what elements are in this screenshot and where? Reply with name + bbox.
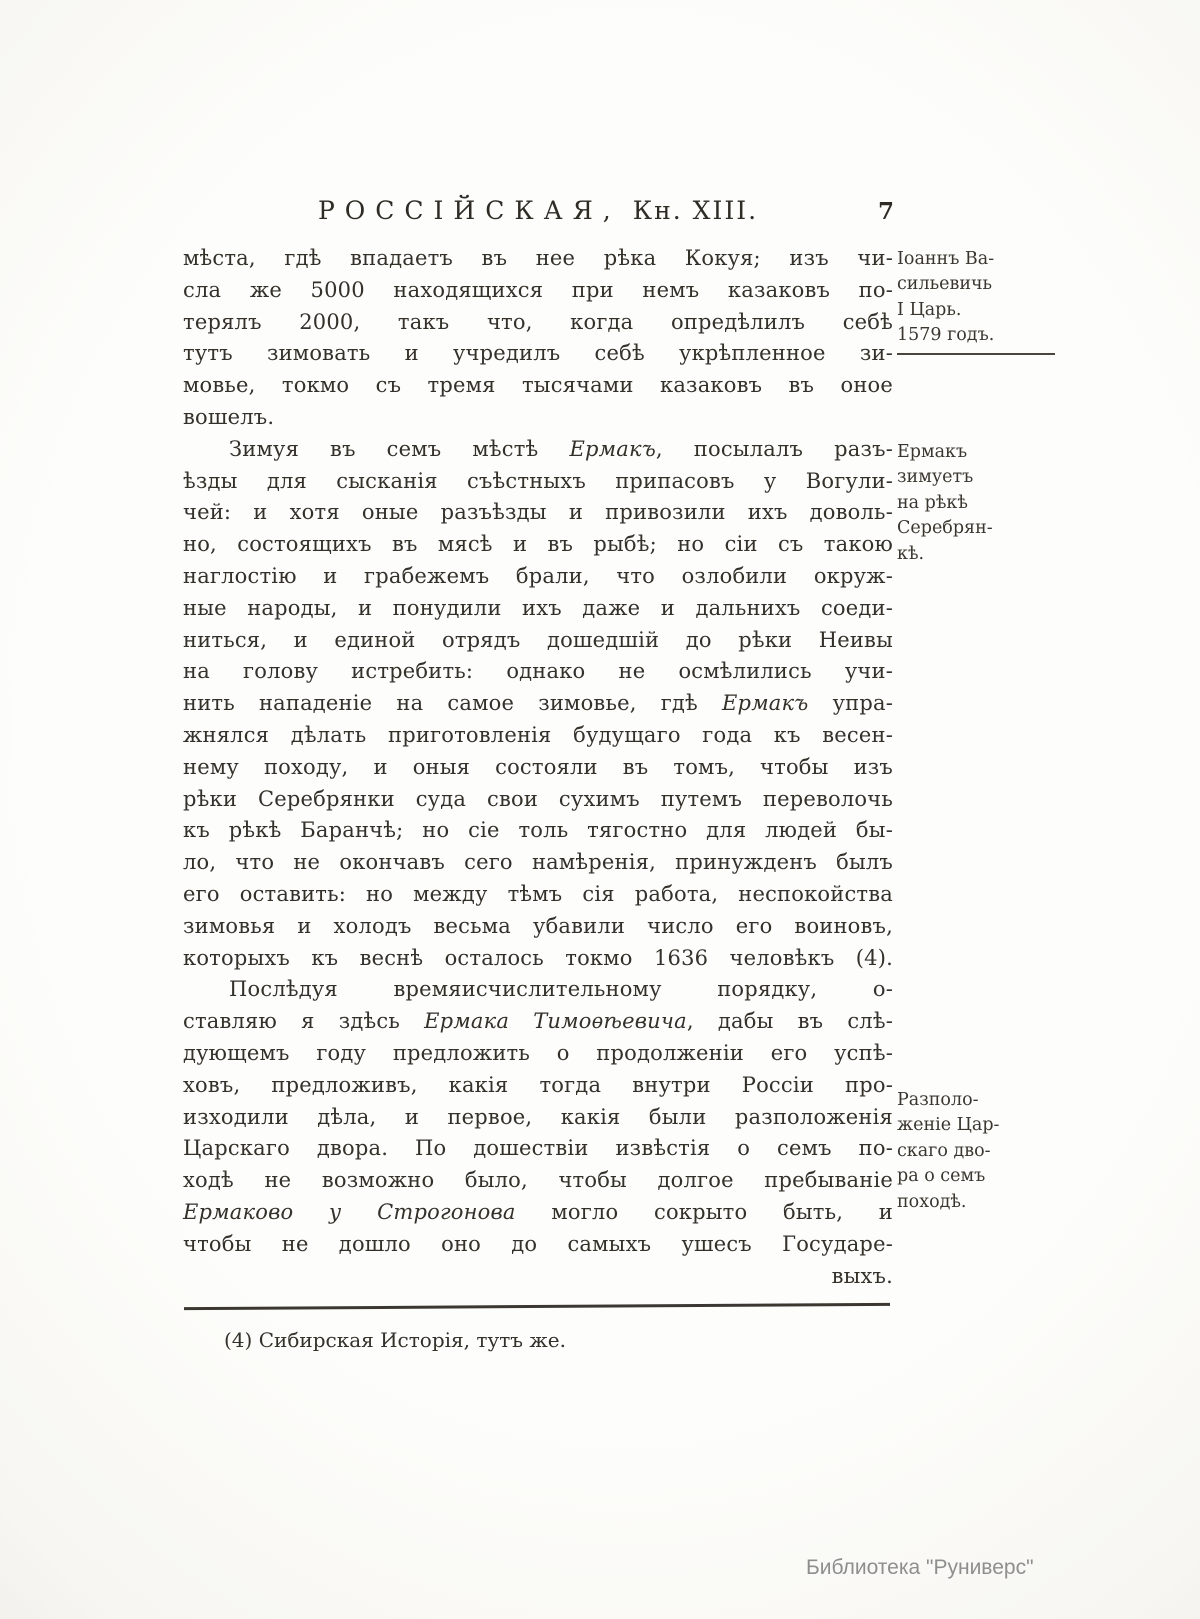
margin-note-line: походѣ. xyxy=(897,1191,967,1212)
margin-note-line: Ермакъ xyxy=(897,442,968,462)
text-line: ниться, и единой отрядъ дошедшій до рѣки Неивы xyxy=(183,627,893,652)
emphasis-name: Ермака Тимоѳѣевича xyxy=(424,1009,687,1034)
text-line: мовье, токмо съ тремя тысячами казаковъ въ оное xyxy=(183,373,893,398)
text-line: къ рѣкѣ Баранчѣ; но сіе толь тягостно для людей бы- xyxy=(183,818,893,843)
text-line: его оставить: но между тѣмъ сія работа, неспокойства xyxy=(183,881,893,906)
margin-rule xyxy=(897,353,1055,355)
library-watermark: Библиотека "Руниверс" xyxy=(806,1556,1034,1579)
text-line: чтобы не дошло оно до самыхъ ушесъ Государе- xyxy=(183,1231,893,1256)
text-line: жнялся дѣлать приготовленія будущаго года къ весен- xyxy=(183,722,893,747)
text-line: терялъ 2000, такъ что, когда опредѣлилъ себѣ xyxy=(183,309,893,334)
margin-note-line: Іоаннъ Ва- xyxy=(897,249,995,269)
emphasis-name: Ермаково у Строгонова xyxy=(183,1199,516,1224)
paragraph-1 xyxy=(183,243,893,434)
text-line: но, состоящихъ въ мясѣ и въ рыбѣ; но сіи съ такою xyxy=(183,532,893,557)
margin-note-tsar-year xyxy=(897,247,1059,355)
margin-note-tsar-court xyxy=(897,1088,1059,1215)
text-line: рѣки Серебрянки суда свои сухимъ путемъ переволочь xyxy=(183,786,893,811)
margin-note-line: Разполо- xyxy=(897,1090,979,1110)
text-line xyxy=(183,688,893,720)
text-line: зимовья и холодъ весьма убавили число его воиновъ, xyxy=(183,913,893,938)
text-segment: нить нападеніе на самое зимовье, гдѣ xyxy=(183,691,723,716)
running-head-chapter: Кн. XIII. xyxy=(632,196,759,225)
text-line: ходѣ не возможно было, чтобы долгое пребываніе xyxy=(183,1168,893,1193)
text-line: Послѣдуя времяисчислительному порядку, о- xyxy=(229,977,893,1002)
margin-note-line: зимуетъ xyxy=(897,467,974,488)
running-head xyxy=(183,196,893,225)
text-line: Царскаго двора. По дошествіи извѣстія о семъ по- xyxy=(183,1136,893,1161)
text-segment: Зимуя въ семъ мѣстѣ xyxy=(229,436,570,461)
margin-note-line: на рѣкѣ xyxy=(897,492,968,513)
footnote: (4) Сибирская Исторія, тутъ же. xyxy=(224,1328,566,1352)
text-line: мѣста, гдѣ впадаетъ въ нее рѣка Кокуя; изъ чи- xyxy=(183,246,893,270)
text-line: чей: и хотя оные разъѣзды и привозили ихъ доволь- xyxy=(183,500,893,525)
text-line: на голову истребить: однако не осмѣлились учи- xyxy=(183,659,893,684)
text-line: которыхъ къ веснѣ осталось токмо 1636 человѣкъ (4). xyxy=(183,945,893,970)
text-segment: могло сокрыто быть, и xyxy=(515,1199,893,1224)
paragraph-3 xyxy=(183,974,893,1292)
text-line: выхъ. xyxy=(831,1263,893,1288)
text-line: нему походу, и оныя состояли въ томъ, чтобы изъ xyxy=(183,754,893,779)
margin-note-line: I Царь. xyxy=(897,299,962,320)
text-line: ные народы, и понудили ихъ даже и дальнихъ соеди- xyxy=(183,595,893,620)
margin-note-line: женіе Цар- xyxy=(897,1115,1000,1136)
page-number: 7 xyxy=(878,198,895,225)
body-text xyxy=(183,243,893,1292)
running-head-title: РОССІЙСКАЯ, xyxy=(317,196,621,225)
margin-note-ermak-winters xyxy=(897,440,1059,567)
margin-note-line: Серебрян- xyxy=(897,518,993,539)
margin-note-line: скаго дво- xyxy=(897,1140,991,1161)
text-line: сла же 5000 находящихся при немъ казаковъ по- xyxy=(183,277,893,302)
text-line: ховъ, предложивъ, какія тогда внутри Россіи про- xyxy=(183,1072,893,1097)
emphasis-name: Ермакъ xyxy=(569,436,656,461)
margin-note-line: сильевичь xyxy=(897,274,993,295)
text-segment: упра- xyxy=(808,691,893,716)
text-line: тутъ зимовать и учредилъ себѣ укрѣпленное зи- xyxy=(183,341,893,366)
text-line: вошелъ. xyxy=(183,404,275,429)
text-line: изходили дѣла, и первое, какія были разположенія xyxy=(183,1104,893,1129)
text-line: ло, что не окончавъ сего намѣренія, принужденъ былъ xyxy=(183,850,893,875)
text-line: дующемъ году предложить о продолженіи его успѣ- xyxy=(183,1040,893,1065)
text-line xyxy=(183,434,893,466)
text-segment: , посылалъ разъ- xyxy=(655,436,893,461)
margin-note-line: кѣ. xyxy=(897,543,925,564)
margin-note-line: ра о семъ xyxy=(897,1166,986,1187)
footnote-rule xyxy=(184,1303,890,1310)
text-segment: , дабы въ слѣ- xyxy=(686,1009,894,1034)
text-line: ѣзды для сысканія съѣстныхъ припасовъ у Вогули- xyxy=(183,468,893,493)
paragraph-2 xyxy=(183,434,893,975)
text-segment: ставляю я здѣсь xyxy=(183,1009,425,1034)
text-line: наглостію и грабежемъ брали, что озлобили окруж- xyxy=(183,563,893,588)
margin-note-year: 1579 годъ. xyxy=(897,325,995,346)
emphasis-name: Ермакъ xyxy=(722,691,809,716)
text-line xyxy=(183,1006,893,1038)
text-line xyxy=(183,1197,893,1229)
